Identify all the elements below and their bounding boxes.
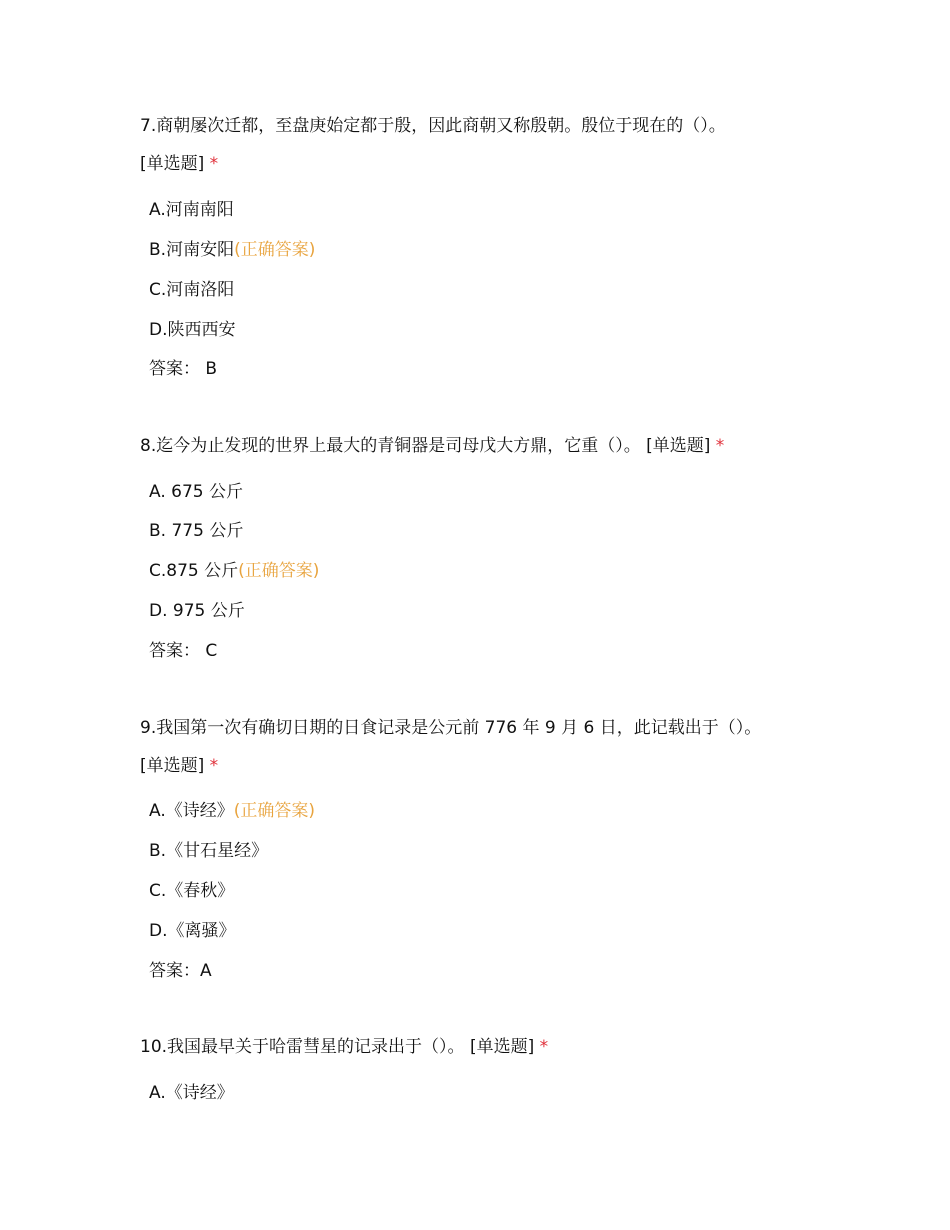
question-7-line1: 7.商朝屡次迁都，至盘庚始定都于殷，因此商朝又称殷朝。殷位于现在的（）。 xyxy=(140,116,726,136)
question-9-line1: 9.我国第一次有确切日期的日食记录是公元前 776 年 9 月 6 日，此记载出于（）。 xyxy=(140,718,762,738)
question-9-text xyxy=(140,716,761,740)
option-8d xyxy=(149,599,245,623)
question-8-text xyxy=(140,434,724,458)
option-9c xyxy=(149,879,234,903)
option-label: A.《诗经》 xyxy=(149,801,234,821)
correct-answer-tag: (正确答案) xyxy=(238,561,320,581)
question-7-text xyxy=(140,114,726,138)
answer-9 xyxy=(149,959,212,983)
option-label: C.875 公斤 xyxy=(149,561,239,581)
option-8a xyxy=(149,480,243,504)
required-mark: * xyxy=(715,436,725,456)
answer-text: 答案： C xyxy=(149,641,218,661)
answer-7 xyxy=(149,357,217,381)
question-7-type xyxy=(140,152,218,176)
answer-text: 答案：A xyxy=(149,961,212,981)
option-label: B.河南安阳 xyxy=(149,240,235,260)
correct-answer-tag: (正确答案) xyxy=(234,240,316,260)
question-type-label: [单选题] xyxy=(140,756,205,776)
required-mark: * xyxy=(209,756,219,776)
answer-8 xyxy=(149,639,217,663)
required-mark: * xyxy=(209,154,219,174)
option-9b xyxy=(149,839,268,863)
option-8c xyxy=(149,559,319,583)
option-label: C.河南洛阳 xyxy=(149,280,235,300)
question-type-label: [单选题] xyxy=(140,154,205,174)
option-label: D. 975 公斤 xyxy=(149,601,245,621)
option-label: B.《甘石星经》 xyxy=(149,841,269,861)
option-label: A.河南南阳 xyxy=(149,200,234,220)
correct-answer-tag: (正确答案) xyxy=(233,801,315,821)
option-label: C.《春秋》 xyxy=(149,881,235,901)
option-9a xyxy=(149,799,315,823)
question-10-text xyxy=(140,1035,548,1059)
required-mark: * xyxy=(539,1037,549,1057)
answer-text: 答案： B xyxy=(149,359,218,379)
option-label: A.《诗经》 xyxy=(149,1083,234,1103)
option-7d xyxy=(149,318,236,342)
option-label: D.《离骚》 xyxy=(149,921,236,941)
question-10-line1: 10.我国最早关于哈雷彗星的记录出于（）。 [单选题] xyxy=(140,1037,535,1057)
question-8-line1: 8.迄今为止发现的世界上最大的青铜器是司母戊大方鼎，它重（）。 [单选题] xyxy=(140,436,711,456)
option-7a xyxy=(149,198,234,222)
option-7c xyxy=(149,278,234,302)
option-10a xyxy=(149,1081,234,1105)
option-label: A. 675 公斤 xyxy=(149,482,243,502)
option-7b xyxy=(149,238,315,262)
option-8b xyxy=(149,519,243,543)
option-label: B. 775 公斤 xyxy=(149,521,244,541)
option-9d xyxy=(149,919,236,943)
question-9-type xyxy=(140,754,218,778)
option-label: D.陕西西安 xyxy=(149,320,236,340)
